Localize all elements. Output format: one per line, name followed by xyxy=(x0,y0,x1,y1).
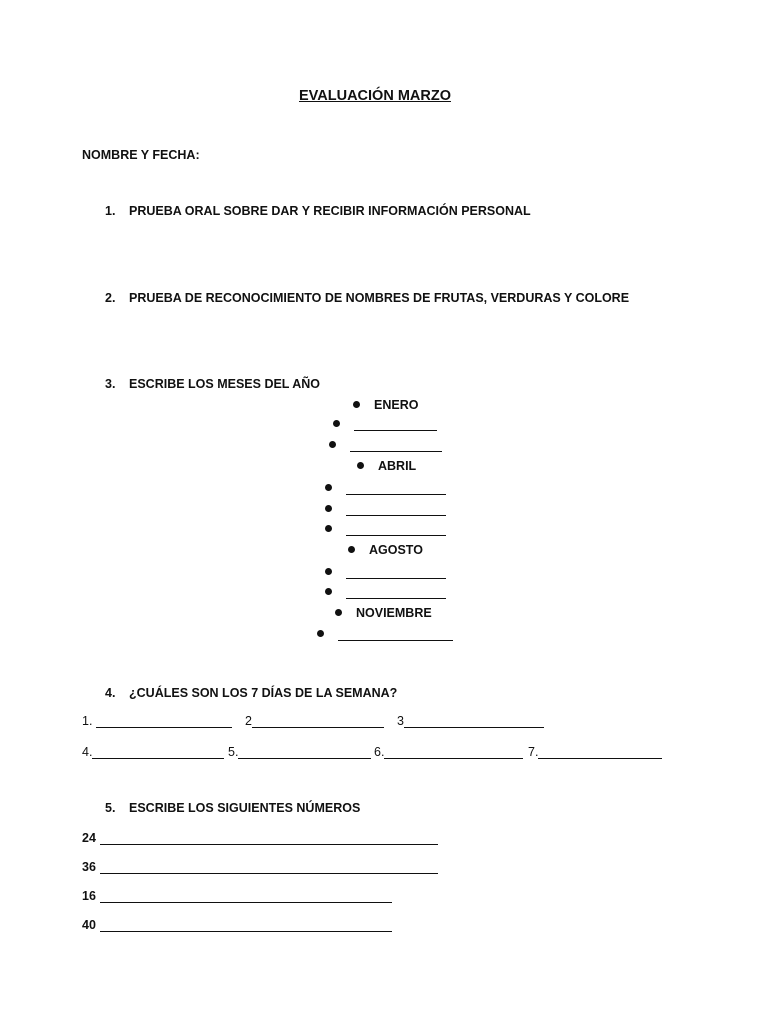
month-item-noviembre xyxy=(335,606,432,620)
question-text: PRUEBA ORAL SOBRE DAR Y RECIBIR INFORMACIÓN PERSONAL xyxy=(129,204,531,218)
question-text: PRUEBA DE RECONOCIMIENTO DE NOMBRES DE FRUTAS, VERDURAS Y COLORE xyxy=(129,291,630,305)
number-row-24 xyxy=(82,831,438,845)
day-7 xyxy=(528,745,662,759)
question-4 xyxy=(105,686,397,700)
month-blank-line[interactable] xyxy=(346,523,446,536)
month-label: ABRIL xyxy=(378,459,417,473)
day-blank-line[interactable] xyxy=(252,715,384,728)
month-blank-line[interactable] xyxy=(346,586,446,599)
bullet-icon xyxy=(335,609,342,616)
day-6 xyxy=(374,745,523,759)
number-row-40 xyxy=(82,918,392,932)
day-blank-line[interactable] xyxy=(538,746,662,759)
month-item-blank xyxy=(329,438,442,452)
number-label: 40 xyxy=(82,918,96,932)
day-5 xyxy=(228,745,371,759)
month-blank-line[interactable] xyxy=(346,566,446,579)
month-item-enero xyxy=(353,398,418,412)
month-blank-line[interactable] xyxy=(350,439,442,452)
bullet-icon xyxy=(325,484,332,491)
day-2 xyxy=(245,714,384,728)
month-item-blank xyxy=(333,417,437,431)
bullet-icon xyxy=(353,401,360,408)
month-item-blank xyxy=(325,502,446,516)
day-number: 4. xyxy=(82,745,93,759)
month-item-blank xyxy=(317,627,453,641)
bullet-icon xyxy=(325,505,332,512)
question-5 xyxy=(105,801,360,815)
bullet-icon xyxy=(357,462,364,469)
day-3 xyxy=(397,714,544,728)
number-blank-line[interactable] xyxy=(100,861,438,874)
bullet-icon xyxy=(317,630,324,637)
month-item-blank xyxy=(325,481,446,495)
question-number: 3. xyxy=(105,377,116,391)
page-title: EVALUACIÓN MARZO xyxy=(299,88,451,104)
bullet-icon xyxy=(325,568,332,575)
day-number: 7. xyxy=(528,745,539,759)
number-label: 36 xyxy=(82,860,96,874)
day-blank-line[interactable] xyxy=(404,715,544,728)
question-number: 2. xyxy=(105,291,116,305)
day-number: 6. xyxy=(374,745,385,759)
number-row-36 xyxy=(82,860,438,874)
number-blank-line[interactable] xyxy=(100,832,438,845)
month-item-abril xyxy=(357,459,416,473)
number-blank-line[interactable] xyxy=(100,890,392,903)
question-text: ESCRIBE LOS SIGUIENTES NÚMEROS xyxy=(129,801,361,815)
day-1 xyxy=(82,714,232,728)
question-text: ESCRIBE LOS MESES DEL AÑO xyxy=(129,377,321,391)
question-number: 5. xyxy=(105,801,116,815)
day-blank-line[interactable] xyxy=(238,746,371,759)
day-number: 2 xyxy=(245,714,252,728)
number-label: 16 xyxy=(82,889,96,903)
month-blank-line[interactable] xyxy=(338,628,453,641)
day-blank-line[interactable] xyxy=(384,746,523,759)
month-blank-line[interactable] xyxy=(346,482,446,495)
day-blank-line[interactable] xyxy=(92,746,224,759)
number-row-16 xyxy=(82,889,392,903)
month-label: AGOSTO xyxy=(369,543,423,557)
bullet-icon xyxy=(325,588,332,595)
name-date-label: NOMBRE Y FECHA: xyxy=(82,148,200,162)
question-number: 1. xyxy=(105,204,116,218)
question-number: 4. xyxy=(105,686,116,700)
question-text: ¿CUÁLES SON LOS 7 DÍAS DE LA SEMANA? xyxy=(129,686,398,700)
bullet-icon xyxy=(329,441,336,448)
bullet-icon xyxy=(348,546,355,553)
bullet-icon xyxy=(333,420,340,427)
day-number: 3 xyxy=(397,714,404,728)
day-4 xyxy=(82,745,224,759)
month-label: NOVIEMBRE xyxy=(356,606,432,620)
day-number: 5. xyxy=(228,745,239,759)
month-item-blank xyxy=(325,522,446,536)
question-1 xyxy=(105,204,531,218)
question-2 xyxy=(105,291,629,305)
month-item-agosto xyxy=(348,543,423,557)
month-item-blank xyxy=(325,565,446,579)
number-blank-line[interactable] xyxy=(100,919,392,932)
month-item-blank xyxy=(325,585,446,599)
number-label: 24 xyxy=(82,831,96,845)
month-blank-line[interactable] xyxy=(346,503,446,516)
month-blank-line[interactable] xyxy=(354,418,437,431)
month-label: ENERO xyxy=(374,398,419,412)
day-number: 1. xyxy=(82,714,93,728)
bullet-icon xyxy=(325,525,332,532)
question-3 xyxy=(105,377,320,391)
day-blank-line[interactable] xyxy=(96,715,232,728)
